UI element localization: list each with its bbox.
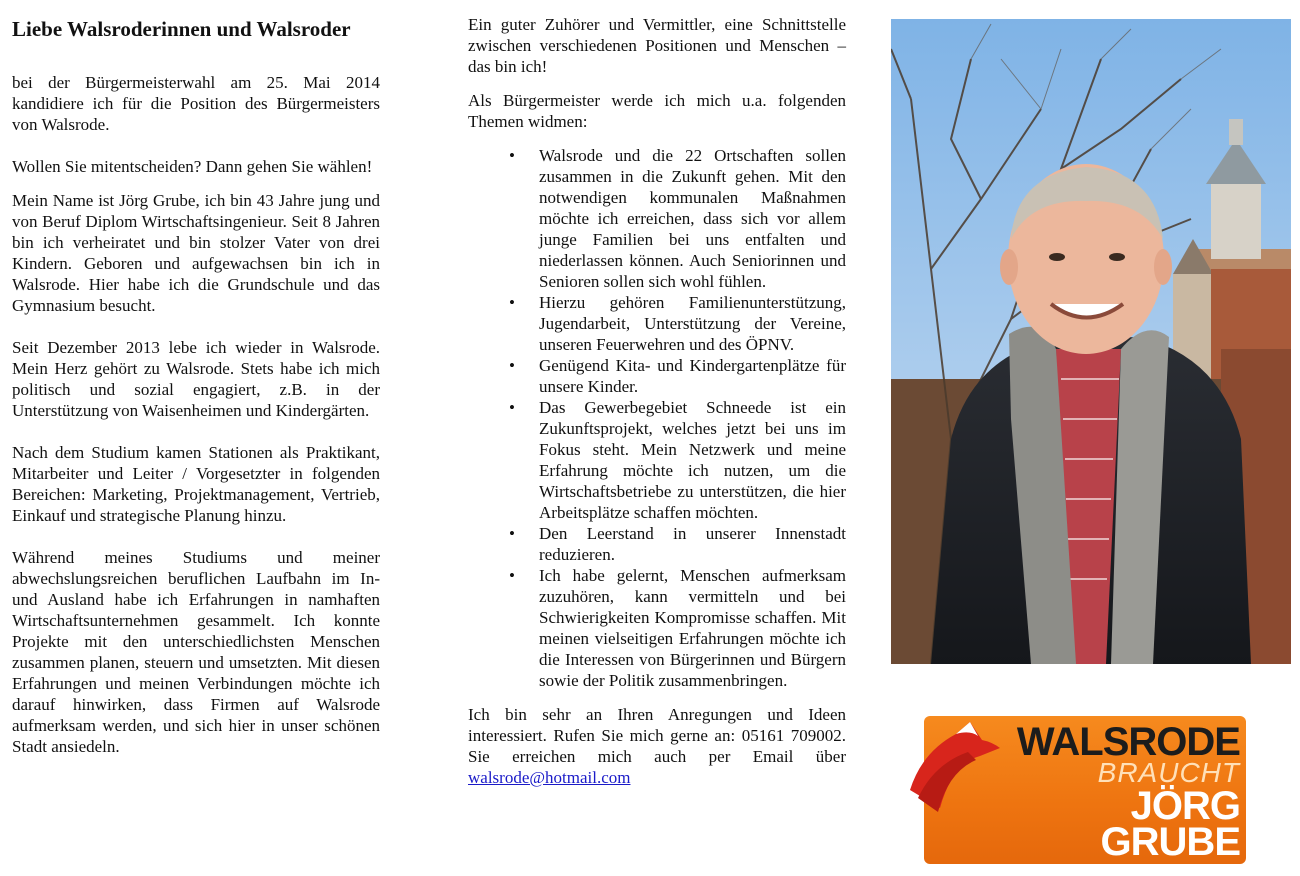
topic-item: • Das Gewerbegebiet Schneede ist ein Zukunftsprojekt, welches jetzt bei uns im Fokus steht. Mein Netzwerk und meine Erfahrung möchte ich nutzen, um die Wirtschaftsbetriebe zu unterstützen, die hier Arbeitsplätze schaffen möchten.	[539, 397, 846, 523]
topic-item: • Ich habe gelernt, Menschen aufmerksam zuzuhören, kann vermitteln und bei Schwierigkeiten Kompromisse schaffen. Mit meinen vielseitigen Erfahrungen möchte ich die Interessen von Bürgerinnen und Bürgern sowie der Politik zusammenbringen.	[539, 565, 846, 691]
paragraph-intro: Ein guter Zuhörer und Vermittler, eine Schnittstelle zwischen verschiedenen Positionen und Menschen – das bin ich!	[468, 15, 846, 76]
letter-heading: Liebe Walsroderinnen und Walsroder	[12, 17, 351, 41]
candidate-photo	[891, 19, 1291, 664]
logo-line-grube: GRUBE	[1100, 820, 1240, 864]
logo-line-joerg: JÖRG	[1130, 784, 1240, 828]
logo-line-braucht: BRAUCHT	[1097, 757, 1240, 788]
paragraph-about-me: Mein Name ist Jörg Grube, ich bin 43 Jahre jung und von Beruf Diplom Wirtschaftsingenieur. Seit 8 Jahren bin ich verheiratet und bin stolzer Vater von drei Kindern. Geboren und aufgewachsen bin ich in Walsrode. Hier habe ich die Grundschule und das Gymnasium besucht.	[12, 191, 380, 315]
closing-text: Ich bin sehr an Ihren Anregungen und Ideen interessiert. Rufen Sie mich gerne an: 05161 709002. Sie erreichen mich auch per Email über	[468, 705, 846, 766]
logo-line-walsrode: WALSRODE	[1016, 720, 1240, 764]
logo-swoosh-icon	[904, 712, 1024, 822]
paragraph-election: bei der Bürgermeisterwahl am 25. Mai 2014 kandidiere ich für die Position des Bürgermeisters von Walsrode.	[12, 73, 380, 134]
paragraph-closing	[468, 704, 846, 788]
topic-item: • Hierzu gehören Familienunterstützung, Jugendarbeit, Unterstützung der Vereine, unseren Feuerwehren und des ÖPNV.	[539, 292, 846, 355]
campaign-logo	[904, 712, 1254, 870]
topics-lead: Als Bürgermeister werde ich mich u.a. folgenden Themen widmen:	[468, 91, 846, 131]
paragraph-return-walsrode: Seit Dezember 2013 lebe ich wieder in Walsrode. Mein Herz gehört zu Walsrode. Stets habe ich mich politisch und sozial engagiert, z.B. in der Unterstützung von Waisenheimen und Kindergärten.	[12, 338, 380, 420]
left-column	[12, 16, 380, 757]
paragraph-experience: Während meines Studiums und meiner abwechslungsreichen beruflichen Laufbahn im In- und Ausland habe ich Erfahrungen in namhaften Wirtschaftsunternehmen gesammelt. Ich konnte Projekte mit den unterschiedlichsten Menschen zusammen planen, steuern und umsetzten. Mit diesen Erfahrungen und meinen Verbindungen möchte ich darauf hinwirken, dass Firmen auf Walsrode aufmerksam werden, und sich hier in unser schönen Stadt ansiedeln.	[12, 548, 380, 756]
topic-item: • Walsrode und die 22 Ortschaften sollen zusammen in die Zukunft gehen. Mit den notwendigen kommunalen Maßnahmen möchte ich erreichen, dass sich vor allem junge Familien bei uns entfalten und niederlassen können. Auch Seniorinnen und Senioren sollen sich wohl fühlen.	[539, 145, 846, 292]
paragraph-vote-call: Wollen Sie mitentscheiden? Dann gehen Sie wählen!	[12, 157, 373, 176]
email-link[interactable]: walsrode@hotmail.com	[468, 768, 631, 787]
topics-list	[468, 145, 846, 691]
topic-item: • Den Leerstand in unserer Innenstadt reduzieren.	[539, 523, 846, 565]
middle-column	[468, 14, 846, 788]
topic-item: • Genügend Kita- und Kindergartenplätze für unsere Kinder.	[539, 355, 846, 397]
paragraph-career: Nach dem Studium kamen Stationen als Praktikant, Mitarbeiter und Leiter / Vorgesetzter in folgenden Bereichen: Marketing, Projektmanagement, Vertrieb, Einkauf und strategische Planung hinzu.	[12, 443, 380, 525]
